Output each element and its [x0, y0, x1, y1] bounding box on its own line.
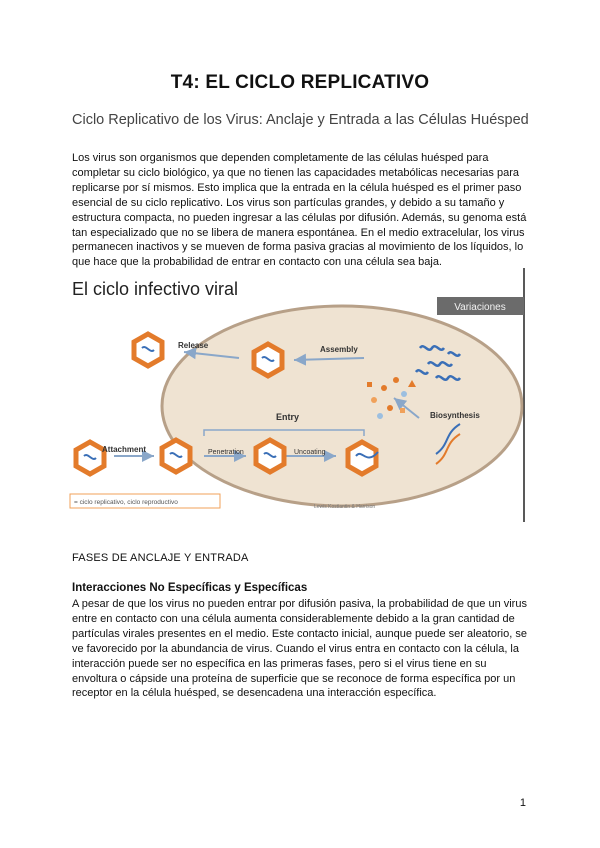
label-release: Release: [178, 341, 209, 350]
label-entry: Entry: [276, 412, 300, 422]
intro-paragraph: Los virus son organismos que dependen completamente de las células huésped para completar su ciclo biológico, ya que no tienen las capacidades metabólicas necesarias para replicarse por sí mismos. Esto implica que la entrada en la célula huésped es el primer paso esencial de su ciclo replicativo. Los virus son partículas grandes, y debido a su tamaño y estructura compacta, no pueden ingresar a las células por difusión. Además, su genoma está tan especializado que no se libera de manera espontánea. En el medio extracelular, los virus permanecen inactivos y se mueven de forma pasiva gracias al movimiento de los líquidos, lo que hace que la probabilidad de entrar en contacto con una célula sea baja.: [72, 152, 527, 269]
label-assembly: Assembly: [320, 345, 358, 354]
figure-credit: Lewis Kostiantin & Harrison: [314, 504, 376, 510]
virion-uncoating: [348, 442, 378, 474]
label-uncoating: Uncoating: [294, 449, 326, 456]
virion-assembled: [254, 344, 282, 376]
virion-free: [76, 442, 104, 474]
body-paragraph: A pesar de que los virus no pueden entrar por difusión pasiva, la probabilidad de que un virus entre en contacto con una célula aumenta considerablemente debido a la gran cantidad de partículas virales presentes en el medio. Este contacto inicial, aunque puede ser aleatorio, se ve favorecido por la abundancia de virus. Cuando el virus entra en contacto con la célula, la interacción puede ser no específica en las primeras fases, pero si el virus tiene en su envoltura o cápside una proteína de superficie que se reconoce de forma específica por un receptor en la célula huésped, se desencadena una interacción específica.: [72, 598, 527, 700]
virion-release: [134, 334, 162, 366]
page-title: T4: EL CICLO REPLICATIVO: [170, 72, 430, 93]
variaciones-tab-label: Variaciones: [454, 302, 506, 313]
label-attachment: Attachment: [102, 445, 147, 454]
virion-penetrating: [256, 440, 284, 472]
viral-cycle-figure: [64, 268, 526, 522]
label-biosynthesis: Biosynthesis: [430, 411, 480, 420]
figure-caption: = ciclo replicativo, ciclo reproductivo: [74, 499, 178, 506]
virion-attached: [162, 440, 190, 472]
subsection-heading: Interacciones No Específicas y Específicas: [72, 582, 308, 594]
page-subtitle: Ciclo Replicativo de los Virus: Anclaje y Entrada a las Células Huésped: [72, 112, 529, 128]
page-number: 1: [519, 797, 526, 809]
section-heading: FASES DE ANCLAJE Y ENTRADA: [72, 552, 249, 564]
host-cell: [162, 306, 522, 506]
label-penetration: Penetration: [208, 449, 244, 456]
figure-title: El ciclo infectivo viral: [72, 279, 239, 299]
